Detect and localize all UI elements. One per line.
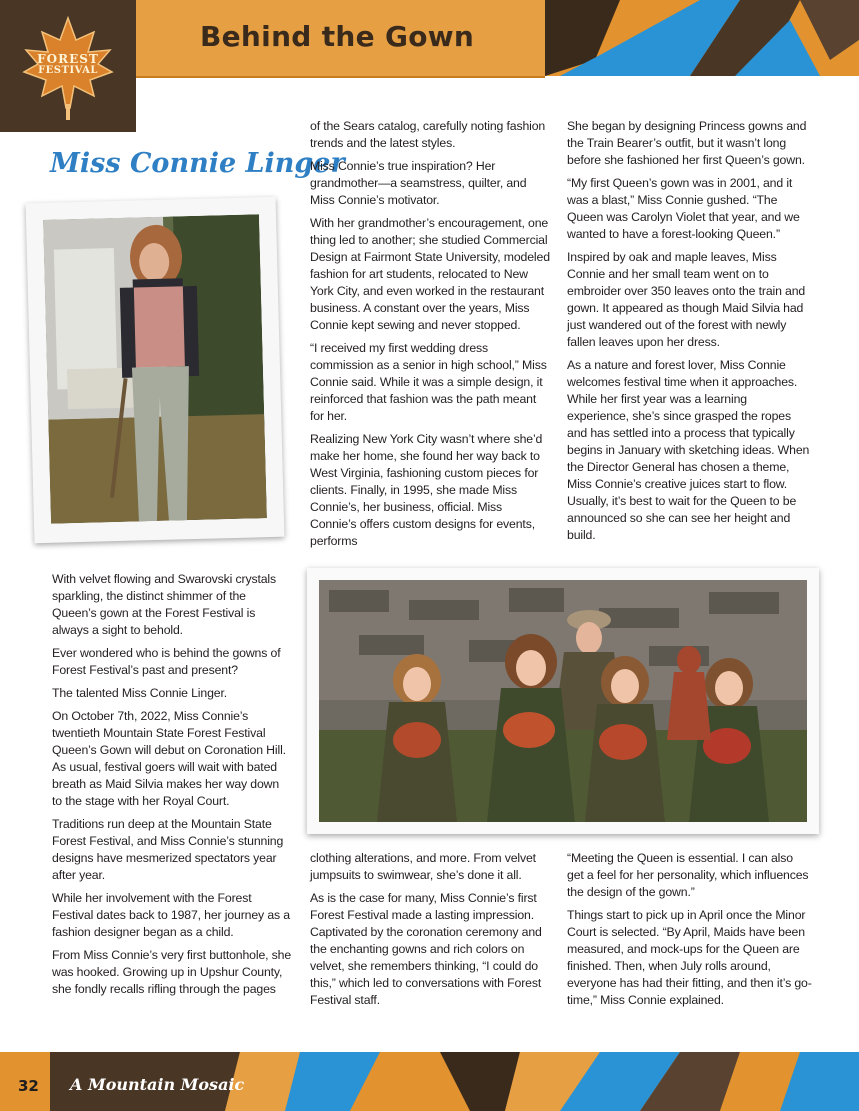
forest-festival-logo — [0, 0, 136, 132]
logo-text-line2: FESTIVAL — [38, 65, 98, 76]
paragraph: On October 7th, 2022, Miss Connie’s twentieth Mountain State Forest Festival Queen’s Gown will debut on Coronation Hill. As usual, festival goers will wait with bated breath as Maid Silvia makes her way down to the stage with her Royal Court. — [52, 709, 286, 808]
article-column-3-top — [567, 118, 812, 550]
paragraph: “My first Queen’s gown was in 2001, and it was a blast,” Miss Connie gushed. “The Queen was Carolyn Violet that year, and we wanted to have a forest-looking Queen.” — [567, 176, 800, 241]
page-title: Behind the Gown — [200, 20, 475, 53]
paragraph: With velvet flowing and Swarovski crystals sparkling, the distinct shimmer of the Queen’s gown at the Forest Festival is always a sight to behold. — [52, 572, 277, 637]
paragraph: Ever wondered who is behind the gowns of Forest Festival’s past and present? — [52, 646, 281, 677]
article-column-3-bottom — [567, 850, 812, 1015]
paragraph: The talented Miss Connie Linger. — [52, 686, 227, 700]
paragraph: “Meeting the Queen is essential. I can also get a feel for her personality, which influences the design of the gown.” — [567, 851, 809, 899]
article-column-1 — [52, 571, 292, 1004]
group-image — [319, 580, 807, 822]
group-photo — [307, 568, 819, 834]
paragraph: Miss Connie’s true inspiration? Her grandmother—a seamstress, quilter, and Miss Connie’s motivator. — [310, 159, 527, 207]
paragraph: Realizing New York City wasn’t where she’d make her home, she found her way back to West Virginia, fashioning custom pieces for clients. Finally, in 1995, she made Miss Connie’s, her business, official. Miss Connie’s offers custom designs for events, performs — [310, 432, 543, 548]
paragraph: She began by designing Princess gowns and the Train Bearer’s outfit, but it wasn’t long before she fashioned her first Queen’s gown. — [567, 119, 807, 167]
page-number: 32 — [18, 1077, 39, 1095]
portrait-photo — [26, 197, 285, 543]
paragraph: As a nature and forest lover, Miss Connie welcomes festival time when it approaches. While her first year was a learning experience, she’s since grasped the ropes and has settled into a process that typically begins in January with sketching ideas. When the Director General has chosen a theme, Miss Connie’s creative juices start to flow. Usually, it’s best to wait for the Queen to be announced so she can see her height and build. — [567, 358, 810, 542]
portrait-image — [43, 214, 267, 524]
logo-text-line1: FOREST — [37, 52, 99, 66]
magazine-name: A Mountain Mosaic — [70, 1075, 245, 1094]
paragraph: As is the case for many, Miss Connie’s first Forest Festival made a lasting impression. Captivated by the coronation ceremony and the enchanting gowns and rich colors on velvet, she remembers thinking, “I could do this,” which led to conversations with Forest Festival staff. — [310, 891, 542, 1007]
paragraph: Things start to pick up in April once the Minor Court is selected. “By April, Maids have been measured, and mock-ups for the Queen are finished. Then, when July rolls around, everyone has had their fitting, and then it’s go-time,” Miss Connie explained. — [567, 908, 812, 1007]
article-column-2-bottom — [310, 850, 550, 1015]
paragraph: With her grandmother’s encouragement, one thing led to another; she studied Commercial Design at Fairmont State University, modeled fashion for art students, relocated to New York City, and even worked in the restaurant business. A constant over the years, Miss Connie kept sewing and never stopped. — [310, 216, 550, 332]
paragraph: Inspired by oak and maple leaves, Miss Connie and her small team went on to embroider over 350 leaves onto the train and gown. It appeared as though Maid Silvia had just wandered out of the forest with newly fallen leaves upon her dress. — [567, 250, 806, 349]
article-column-2-top — [310, 118, 550, 556]
header-band — [0, 0, 859, 132]
subject-name-heading: Miss Connie Linger — [50, 148, 345, 179]
paragraph: From Miss Connie’s very first buttonhole, she was hooked. Growing up in Upshur County, she fondly recalls rifling through the pages — [52, 948, 292, 996]
paragraph: clothing alterations, and more. From velvet jumpsuits to swimwear, she’s done it all. — [310, 851, 536, 882]
paragraph: While her involvement with the Forest Festival dates back to 1987, her journey as a fashion designer began as a child. — [52, 891, 290, 939]
paragraph: “I received my first wedding dress commission as a senior in high school,” Miss Connie said. While it was a simple design, it reinforced that fashion was the path meant for her. — [310, 341, 547, 423]
paragraph: Traditions run deep at the Mountain State Forest Festival, and Miss Connie’s stunning designs have mesmerized spectators year after year. — [52, 817, 284, 882]
paragraph: of the Sears catalog, carefully noting fashion trends and the latest styles. — [310, 119, 546, 150]
